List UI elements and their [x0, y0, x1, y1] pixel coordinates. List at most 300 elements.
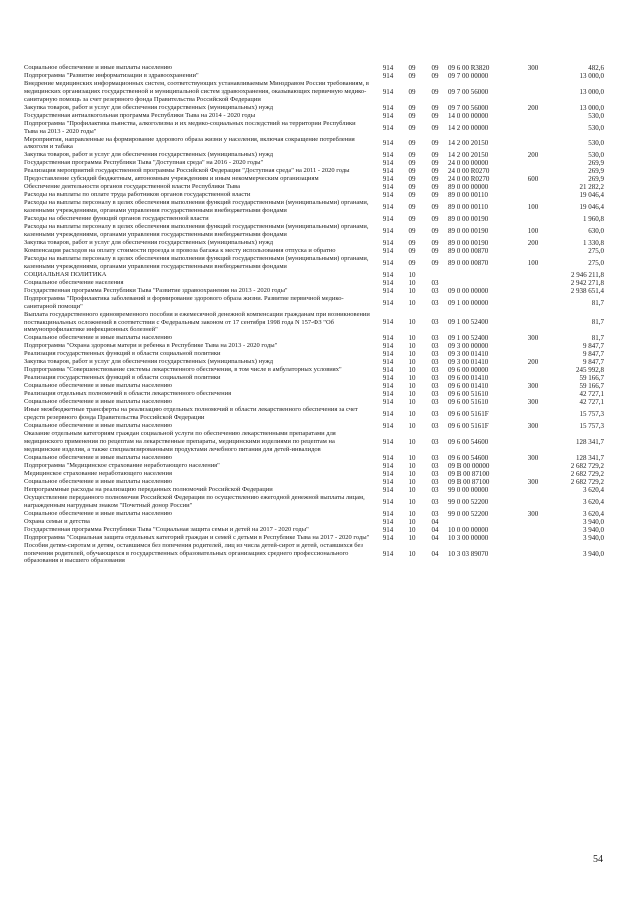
- table-row: [24, 430, 604, 454]
- code-rz: 09: [408, 64, 416, 72]
- row-amount: 245 992,8: [576, 366, 604, 375]
- row-amount: 3 940,0: [583, 549, 604, 558]
- code-ved: 914: [382, 358, 394, 367]
- code-csr: 89 0 00 00870: [448, 246, 489, 255]
- code-ved: 914: [382, 497, 394, 506]
- table-row: [24, 518, 604, 526]
- code-pr: 03: [431, 298, 439, 307]
- table-row: [24, 239, 604, 247]
- row-amount: 2 946 211,8: [571, 270, 604, 279]
- row-amount: 3 620,4: [583, 485, 604, 494]
- code-csr: 09 1 00 52400: [448, 334, 489, 343]
- row-name: Иные межбюджетные трансферты на реализацию отдельных полномочий в области лекарственного обеспечения за счет средств резервного фонда Правительства Российской Федерации: [24, 406, 358, 422]
- code-vr: 300: [527, 64, 539, 72]
- row-name: Государственная программа Республики Тыва "Социальная защита семьи и детей на 2017 - 2020 годы": [24, 525, 309, 533]
- row-name: Пособия детям-сиротам и детям, оставшимся без попечения родителей, лиц из числа детей-сирот и детей, оставшихся без попечения родителей, обучающихся в государственных образовательных организациях среднего профессионального образования и высшего образования: [24, 541, 363, 565]
- code-pr: 03: [431, 334, 439, 343]
- row-name: Закупка товаров, работ и услуг для обеспечения государственных (муниципальных) нужд: [24, 239, 274, 247]
- code-pr: 09: [431, 203, 439, 212]
- code-rz: 09: [408, 258, 416, 267]
- code-rz: 10: [408, 382, 416, 391]
- code-ved: 914: [382, 517, 394, 526]
- table-row: [24, 104, 604, 112]
- code-pr: 09: [431, 175, 439, 184]
- table-row: [24, 398, 604, 406]
- code-rz: 10: [408, 358, 416, 367]
- code-csr: 09 6 00 5161F: [448, 410, 489, 419]
- row-name: Мероприятия, направленные на формирование здорового образа жизни у населения, включая сокращение потребления алкоголя и табака: [24, 135, 355, 151]
- row-name: Социальное обеспечение и иные выплаты населению: [24, 334, 173, 342]
- table-row: [24, 311, 604, 335]
- row-name: Подпрограмма "Развитие информатизации в здравоохранении": [24, 72, 199, 80]
- code-vr: 100: [527, 203, 539, 212]
- code-csr: 89 0 00 00000: [448, 183, 489, 192]
- code-vr: 300: [527, 334, 539, 343]
- row-amount: 482,6: [588, 64, 604, 72]
- code-csr: 24 0 00 R0270: [448, 175, 490, 184]
- row-name: Медицинское страхование неработающего населения: [24, 469, 172, 477]
- table-row: [24, 159, 604, 167]
- code-ved: 914: [382, 374, 394, 383]
- code-csr: 09 В 00 87100: [448, 477, 490, 486]
- code-csr: 24 0 00 R0270: [448, 167, 490, 176]
- code-ved: 914: [382, 167, 394, 176]
- row-name: Расходы на выплаты персоналу в целях обеспечения выполнения функций государственными (муниципальными) органами, казенными учреждениями, органами управления государственными внебюджетными фондами: [24, 199, 369, 215]
- table-row: [24, 534, 604, 542]
- code-pr: 03: [431, 422, 439, 431]
- code-ved: 914: [382, 509, 394, 518]
- row-amount: 21 282,2: [579, 183, 604, 192]
- code-pr: 03: [431, 453, 439, 462]
- code-rz: 10: [408, 525, 416, 534]
- row-name: Расходы на обеспечение функций органов государственной власти: [24, 215, 209, 223]
- code-ved: 914: [382, 398, 394, 407]
- code-csr: 09 7 00 56000: [448, 103, 489, 112]
- code-csr: 09 7 00 56000: [448, 87, 489, 96]
- table-row: [24, 191, 604, 199]
- table-row: [24, 478, 604, 486]
- code-pr: 04: [431, 517, 439, 526]
- table-row: [24, 454, 604, 462]
- table-row: [24, 486, 604, 494]
- row-amount: 2 682 729,2: [570, 477, 604, 486]
- code-ved: 914: [382, 366, 394, 375]
- table-row: [24, 542, 604, 566]
- row-amount: 81,7: [591, 318, 604, 327]
- row-name: Подпрограмма "Профилактика пьянства, алкоголизма и их медико-социальных последствий на территории Республики Тыва на 2013 - 2020 годы": [24, 119, 356, 135]
- code-ved: 914: [382, 350, 394, 359]
- code-ved: 914: [382, 422, 394, 431]
- code-pr: 03: [431, 410, 439, 419]
- row-amount: 530,0: [588, 139, 604, 148]
- code-pr: 03: [431, 461, 439, 470]
- table-row: [24, 167, 604, 175]
- row-name: Подпрограмма "Медицинское страхование неработающего населения": [24, 461, 220, 469]
- code-rz: 10: [408, 270, 416, 279]
- code-ved: 914: [382, 175, 394, 184]
- code-ved: 914: [382, 461, 394, 470]
- code-csr: 99 0 00 52200: [448, 509, 489, 518]
- code-ved: 914: [382, 286, 394, 295]
- code-pr: 03: [431, 390, 439, 399]
- row-amount: 13 000,0: [579, 103, 604, 112]
- code-csr: 14 2 00 20150: [448, 139, 489, 148]
- code-csr: 14 2 00 20150: [448, 151, 489, 160]
- code-csr: 09 6 00 00000: [448, 366, 489, 375]
- page-number: 54: [593, 854, 603, 865]
- code-rz: 09: [408, 111, 416, 120]
- code-ved: 914: [382, 334, 394, 343]
- code-pr: 04: [431, 525, 439, 534]
- code-pr: 03: [431, 350, 439, 359]
- row-amount: 1 330,8: [583, 238, 604, 247]
- code-pr: 03: [431, 382, 439, 391]
- row-amount: 275,0: [588, 246, 604, 255]
- row-amount: 530,0: [588, 123, 604, 132]
- row-amount: 19 046,4: [579, 191, 604, 200]
- code-vr: 300: [527, 382, 539, 391]
- table-row: [24, 366, 604, 374]
- code-pr: 09: [431, 227, 439, 236]
- table-row: [24, 271, 604, 279]
- row-name: Предоставление субсидий бюджетным, автономным учреждениям и иным некоммерческим организациям: [24, 175, 319, 183]
- code-pr: 09: [431, 64, 439, 72]
- code-csr: 09 7 00 00000: [448, 72, 489, 80]
- row-amount: 3 940,0: [583, 525, 604, 534]
- table-row: [24, 422, 604, 430]
- table-row: [24, 175, 604, 183]
- table-row: [24, 350, 604, 358]
- code-ved: 914: [382, 139, 394, 148]
- code-pr: 09: [431, 72, 439, 80]
- code-pr: 09: [431, 258, 439, 267]
- row-name: Реализация государственных функций в области социальной политики: [24, 350, 221, 358]
- row-name: Расходы на выплаты персоналу в целях обеспечения выполнения функций государственными (муниципальными) органами, казенными учреждениями, органами управления государственными внебюджетными фондами: [24, 223, 369, 239]
- code-csr: 09 В 00 00000: [448, 461, 490, 470]
- code-ved: 914: [382, 278, 394, 287]
- row-name: Государственная антиалкогольная программа Республики Тыва на 2014 - 2020 годы: [24, 111, 256, 119]
- row-name: Обеспечение деятельности органов государственной власти Республики Тыва: [24, 183, 240, 191]
- row-name: Компенсация расходов на оплату стоимости проезда и провоза багажа к месту использования отпуска и обратно: [24, 247, 336, 255]
- code-ved: 914: [382, 390, 394, 399]
- row-amount: 59 166,7: [579, 374, 604, 383]
- table-row: [24, 223, 604, 239]
- row-name: Выплата государственного единовременного пособия и ежемесячной денежной компенсации гражданам при возникновении поствакцинальных осложнений в соответствии с Федеральным законом от 17 сентября 1998 года N 157-ФЗ "Об иммунопрофилактике инфекционных болезней": [24, 310, 370, 334]
- table-row: [24, 342, 604, 350]
- code-rz: 09: [408, 123, 416, 132]
- table-row: [24, 215, 604, 223]
- code-csr: 14 0 00 00000: [448, 111, 489, 120]
- row-amount: 9 847,7: [583, 350, 604, 359]
- code-rz: 10: [408, 533, 416, 542]
- code-ved: 914: [382, 191, 394, 200]
- code-ved: 914: [382, 469, 394, 478]
- code-ved: 914: [382, 64, 394, 72]
- code-ved: 914: [382, 159, 394, 168]
- code-vr: 100: [527, 258, 539, 267]
- code-rz: 09: [408, 191, 416, 200]
- table-row: [24, 287, 604, 295]
- table-row: [24, 72, 604, 80]
- row-name: Подпрограмма "Социальная защита отдельных категорий граждан и семей с детьми в Республике Тыва на 2017 - 2020 годы": [24, 533, 370, 541]
- row-amount: 81,7: [591, 334, 604, 343]
- code-vr: 200: [527, 238, 539, 247]
- code-csr: 09 0 00 00000: [448, 286, 489, 295]
- row-name: Подпрограмма "Профилактика заболеваний и формирование здорового образа жизни. Развитие первичной медико-санитарной помощи": [24, 294, 344, 310]
- row-amount: 269,9: [588, 167, 604, 176]
- row-amount: 269,9: [588, 175, 604, 184]
- code-csr: 14 2 00 00000: [448, 123, 489, 132]
- row-name: Социальное обеспечение населения: [24, 278, 124, 286]
- row-amount: 530,0: [588, 111, 604, 120]
- row-name: Социальное обеспечение и иные выплаты населению: [24, 453, 173, 461]
- table-row: [24, 334, 604, 342]
- row-amount: 13 000,0: [579, 87, 604, 96]
- row-name: Охрана семьи и детства: [24, 517, 90, 525]
- code-vr: 200: [527, 103, 539, 112]
- row-name: Социальное обеспечение и иные выплаты населению: [24, 477, 173, 485]
- code-pr: 03: [431, 286, 439, 295]
- code-pr: 03: [431, 366, 439, 375]
- code-pr: 03: [431, 469, 439, 478]
- code-pr: 09: [431, 167, 439, 176]
- code-rz: 10: [408, 517, 416, 526]
- code-rz: 09: [408, 167, 416, 176]
- code-pr: 03: [431, 437, 439, 446]
- row-amount: 59 166,7: [579, 382, 604, 391]
- code-csr: 09 1 00 00000: [448, 298, 489, 307]
- table-row: [24, 247, 604, 255]
- code-rz: 10: [408, 461, 416, 470]
- code-csr: 89 0 00 00190: [448, 227, 489, 236]
- code-csr: 89 0 00 00870: [448, 258, 489, 267]
- row-name: Реализация отдельных полномочий в области лекарственного обеспечения: [24, 390, 232, 398]
- code-pr: 09: [431, 183, 439, 192]
- code-rz: 10: [408, 453, 416, 462]
- code-csr: 09 3 00 01410: [448, 358, 489, 367]
- code-ved: 914: [382, 549, 394, 558]
- code-rz: 10: [408, 469, 416, 478]
- code-csr: 89 0 00 00190: [448, 215, 489, 224]
- row-name: Расходы на выплаты персоналу в целях обеспечения выполнения функций государственными (муниципальными) органами, казенными учреждениями, органами управления государственными внебюджетными фондами: [24, 254, 369, 270]
- row-name: Социальное обеспечение и иные выплаты населению: [24, 509, 173, 517]
- row-amount: 3 620,4: [583, 509, 604, 518]
- table-row: [24, 462, 604, 470]
- code-ved: 914: [382, 525, 394, 534]
- row-amount: 9 847,7: [583, 342, 604, 351]
- code-pr: 03: [431, 509, 439, 518]
- code-pr: 09: [431, 246, 439, 255]
- row-name: Оказание отдельным категориям граждан социальной услуги по обеспечению лекарственными препаратами для медицинского применения по рецептам на лекарственные препараты, медицинскими изделиями по рецептам на медицинские изделия, а также специализированными продуктами лечебного питания для детей-инвалидов: [24, 430, 336, 453]
- code-ved: 914: [382, 111, 394, 120]
- code-rz: 10: [408, 318, 416, 327]
- code-ved: 914: [382, 238, 394, 247]
- table-row: [24, 64, 604, 72]
- code-csr: 09 6 00 5161F: [448, 422, 489, 431]
- code-vr: 200: [527, 151, 539, 160]
- code-rz: 10: [408, 366, 416, 375]
- table-row: [24, 390, 604, 398]
- code-ved: 914: [382, 437, 394, 446]
- row-name: Государственная программа Республики Тыва "Доступная среда" на 2016 - 2020 годы": [24, 159, 264, 167]
- table-row: [24, 382, 604, 390]
- row-name: Социальное обеспечение и иные выплаты населению: [24, 382, 173, 390]
- code-ved: 914: [382, 533, 394, 542]
- row-amount: 13 000,0: [579, 72, 604, 80]
- row-amount: 81,7: [591, 298, 604, 307]
- code-csr: 89 0 00 00190: [448, 238, 489, 247]
- code-rz: 09: [408, 227, 416, 236]
- code-ved: 914: [382, 410, 394, 419]
- code-ved: 914: [382, 72, 394, 80]
- code-csr: 89 0 00 00110: [448, 191, 488, 200]
- table-row: [24, 510, 604, 518]
- code-pr: 03: [431, 497, 439, 506]
- row-name: Реализация государственных функций в области социальной политики: [24, 374, 221, 382]
- code-ved: 914: [382, 382, 394, 391]
- code-vr: 300: [527, 453, 539, 462]
- row-name: Социальное обеспечение и иные выплаты населению: [24, 398, 173, 406]
- table-row: [24, 136, 604, 152]
- code-rz: 09: [408, 183, 416, 192]
- code-rz: 10: [408, 390, 416, 399]
- row-amount: 530,0: [588, 151, 604, 160]
- code-pr: 03: [431, 374, 439, 383]
- code-csr: 09 3 00 00000: [448, 342, 489, 351]
- code-ved: 914: [382, 227, 394, 236]
- code-pr: 03: [431, 342, 439, 351]
- code-pr: 09: [431, 123, 439, 132]
- code-csr: 09 6 00 51610: [448, 390, 489, 399]
- row-amount: 2 938 651,4: [570, 286, 604, 295]
- code-rz: 09: [408, 87, 416, 96]
- code-csr: 10 3 00 00000: [448, 533, 489, 542]
- code-ved: 914: [382, 298, 394, 307]
- table-row: [24, 358, 604, 366]
- table-row: [24, 183, 604, 191]
- code-pr: 09: [431, 159, 439, 168]
- row-name: Подпрограмма "Совершенствование системы лекарственного обеспечения, в том числе в амбулаторных условиях": [24, 366, 342, 374]
- row-name: Государственная программа Республики Тыва "Развитие здравоохранения на 2013 - 2020 годы": [24, 286, 288, 294]
- row-amount: 19 046,4: [579, 203, 604, 212]
- code-ved: 914: [382, 215, 394, 224]
- code-pr: 04: [431, 549, 439, 558]
- code-pr: 09: [431, 139, 439, 148]
- code-pr: 09: [431, 238, 439, 247]
- code-vr: 300: [527, 422, 539, 431]
- code-pr: 03: [431, 318, 439, 327]
- code-vr: 200: [527, 358, 539, 367]
- code-csr: 09 6 00 54600: [448, 437, 489, 446]
- row-name: Закупка товаров, работ и услуг для обеспечения государственных (муниципальных) нужд: [24, 358, 274, 366]
- row-amount: 1 960,8: [583, 215, 604, 224]
- code-csr: 09 3 00 01410: [448, 350, 489, 359]
- row-amount: 2 682 729,2: [570, 469, 604, 478]
- row-amount: 269,9: [588, 159, 604, 168]
- code-rz: 09: [408, 72, 416, 80]
- table-row: [24, 406, 604, 422]
- code-ved: 914: [382, 87, 394, 96]
- code-vr: 300: [527, 477, 539, 486]
- code-rz: 10: [408, 398, 416, 407]
- code-csr: 09 6 00 54600: [448, 453, 489, 462]
- table-row: [24, 112, 604, 120]
- code-rz: 10: [408, 422, 416, 431]
- code-rz: 09: [408, 159, 416, 168]
- code-pr: 03: [431, 485, 439, 494]
- row-amount: 2 942 271,8: [570, 278, 604, 287]
- row-name: Непрограммные расходы на реализацию переданных полномочий Российской Федерации: [24, 485, 273, 493]
- table-row: [24, 151, 604, 159]
- table-row: [24, 199, 604, 215]
- code-csr: 09 6 00 R3820: [448, 64, 490, 72]
- code-csr: 09 6 00 01410: [448, 382, 489, 391]
- row-name: Закупка товаров, работ и услуг для обеспечения государственных (муниципальных) нужд: [24, 103, 274, 111]
- row-name: Социальное обеспечение и иные выплаты населению: [24, 422, 173, 430]
- row-amount: 42 727,1: [579, 390, 604, 399]
- code-ved: 914: [382, 342, 394, 351]
- code-rz: 10: [408, 497, 416, 506]
- code-rz: 10: [408, 509, 416, 518]
- row-amount: 3 940,0: [583, 517, 604, 526]
- code-rz: 10: [408, 334, 416, 343]
- code-rz: 10: [408, 298, 416, 307]
- code-ved: 914: [382, 203, 394, 212]
- row-amount: 42 727,1: [579, 398, 604, 407]
- code-rz: 10: [408, 286, 416, 295]
- code-pr: 09: [431, 87, 439, 96]
- code-csr: 24 0 00 00000: [448, 159, 489, 168]
- code-rz: 10: [408, 549, 416, 558]
- code-pr: 09: [431, 151, 439, 160]
- row-name: Социальное обеспечение и иные выплаты населению: [24, 64, 173, 72]
- row-name: Подпрограмма "Охрана здоровья матери и ребенка в Республике Тыва на 2013 - 2020 годы": [24, 342, 278, 350]
- code-csr: 99 0 00 52200: [448, 497, 489, 506]
- code-rz: 10: [408, 278, 416, 287]
- code-pr: 03: [431, 278, 439, 287]
- code-csr: 10 3 03 89070: [448, 549, 489, 558]
- code-csr: 09 6 00 01410: [448, 374, 489, 383]
- code-vr: 300: [527, 509, 539, 518]
- code-ved: 914: [382, 318, 394, 327]
- code-rz: 09: [408, 238, 416, 247]
- table-row: [24, 120, 604, 136]
- row-amount: 128 341,7: [576, 437, 604, 446]
- code-csr: 99 0 00 00000: [448, 485, 489, 494]
- table-row: [24, 374, 604, 382]
- code-ved: 914: [382, 477, 394, 486]
- table-row: [24, 255, 604, 271]
- row-amount: 15 757,3: [579, 422, 604, 431]
- code-pr: 03: [431, 398, 439, 407]
- code-ved: 914: [382, 485, 394, 494]
- code-ved: 914: [382, 151, 394, 160]
- code-pr: 09: [431, 191, 439, 200]
- code-rz: 10: [408, 350, 416, 359]
- code-ved: 914: [382, 183, 394, 192]
- code-rz: 09: [408, 215, 416, 224]
- code-rz: 09: [408, 103, 416, 112]
- code-ved: 914: [382, 258, 394, 267]
- code-vr: 300: [527, 398, 539, 407]
- code-rz: 10: [408, 477, 416, 486]
- row-amount: 2 682 729,2: [570, 461, 604, 470]
- code-csr: 10 0 00 00000: [448, 525, 489, 534]
- row-amount: 275,0: [588, 258, 604, 267]
- code-rz: 09: [408, 246, 416, 255]
- code-pr: 04: [431, 533, 439, 542]
- row-name: Внедрение медицинских информационных систем, соответствующих устанавливаемым Минздравом России требованиям, в медицинских организациях государственной и муниципальной систем здравоохранения, оказывающих первичную медико-санитарную помощь за счет резервного фонда Правительства Российской Федерации: [24, 80, 369, 103]
